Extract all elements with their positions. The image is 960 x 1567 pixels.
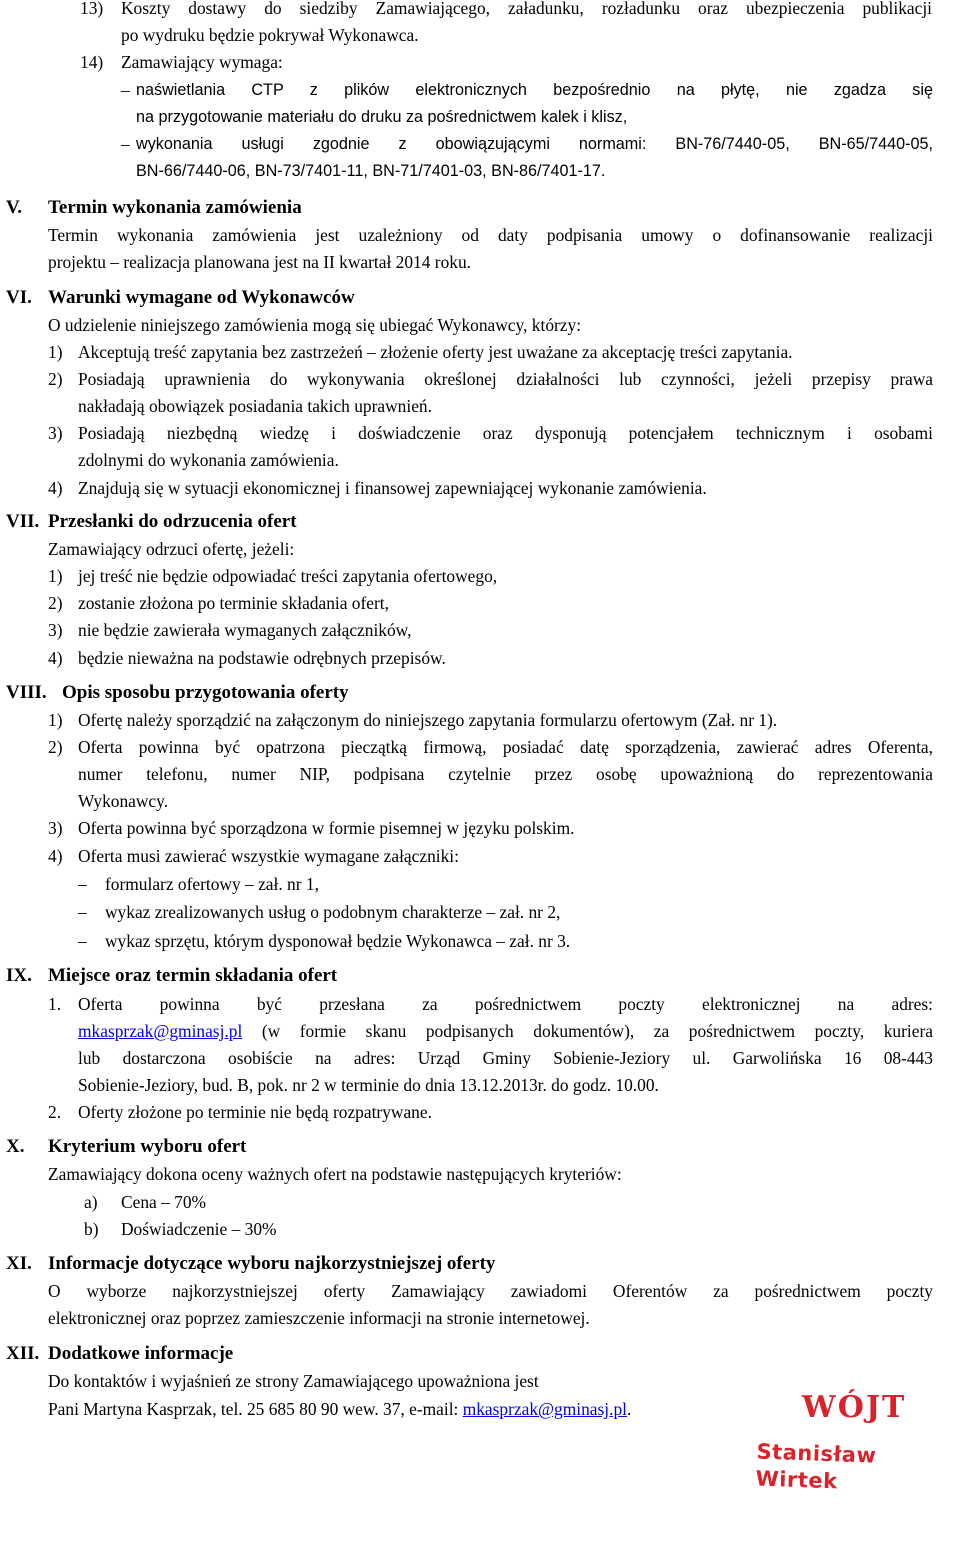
requirement-ctp-line-2: na przygotowanie materiału do druku za pośrednictwem kalek i klisz, bbox=[136, 108, 628, 126]
contact-text: Pani Martyna Kasprzak, tel. 25 685 80 90 wew. 37, e-mail: bbox=[48, 1399, 463, 1419]
section-ix-title: Miejsce oraz termin składania ofert bbox=[48, 965, 338, 986]
section-viii-number: VIII. bbox=[6, 682, 47, 703]
section-vi-title: Warunki wymagane od Wykonawców bbox=[48, 287, 355, 308]
list-number: 1) bbox=[48, 342, 63, 362]
section-vi-item-2-line-1: Posiadają uprawnienia do wykonywania określonej działalności lub czynności, jeżeli przepisy prawa bbox=[78, 369, 933, 389]
list-number: 1) bbox=[48, 566, 63, 586]
section-xii-line-1: Do kontaktów i wyjaśnień ze strony Zamawiającego upoważniona jest bbox=[48, 1371, 539, 1391]
section-vi-number: VI. bbox=[6, 287, 32, 308]
section-v-number: V. bbox=[6, 197, 23, 218]
section-vii-item-3: nie będzie zawierała wymaganych załączników, bbox=[78, 620, 412, 640]
list-number: 2) bbox=[48, 369, 63, 389]
section-vi-item-2-line-2: nakładają obowiązek posiadania takich uprawnień. bbox=[78, 396, 432, 416]
section-ix-item-1-line-2 bbox=[78, 1018, 933, 1045]
list-number: 1) bbox=[48, 710, 63, 730]
section-viii-item-3: Oferta powinna być sporządzona w formie pisemnej w języku polskim. bbox=[78, 818, 575, 838]
section-vi-item-1: Akceptują treść zapytania bez zastrzeżeń – złożenie oferty jest uważane za akceptację treści zapytania. bbox=[78, 342, 793, 362]
requirement-ctp-line-1: naświetlania CTP z plików elektronicznych bezpośrednio na płytę, nie zgadza się bbox=[136, 81, 933, 99]
section-x-title: Kryterium wyboru ofert bbox=[48, 1136, 247, 1157]
section-vii-item-4: będzie nieważna na podstawie odrębnych przepisów. bbox=[78, 648, 446, 668]
list-number: 1. bbox=[48, 994, 62, 1014]
email-link[interactable]: mkasprzak@gminasj.pl bbox=[78, 1021, 243, 1041]
item-14-number: 14) bbox=[80, 52, 104, 72]
item-13-line-2: po wydruku będzie pokrywał Wykonawca. bbox=[121, 25, 419, 45]
contact-email-link[interactable]: mkasprzak@gminasj.pl bbox=[462, 1399, 627, 1419]
list-number: 2) bbox=[48, 593, 63, 613]
section-viii-item-4: Oferta musi zawierać wszystkie wymagane załączniki: bbox=[78, 846, 459, 866]
list-number: 4) bbox=[48, 648, 63, 668]
section-viii-item-2-line-2: numer telefonu, numer NIP, podpisana czytelnie przez osobę upoważnioną do reprezentowania bbox=[78, 764, 933, 784]
item-13-number: 13) bbox=[80, 0, 104, 18]
criterion-experience: Doświadczenie – 30% bbox=[121, 1219, 277, 1239]
section-vii-intro: Zamawiający odrzuci ofertę, jeżeli: bbox=[48, 539, 295, 559]
section-xii-title: Dodatkowe informacje bbox=[48, 1343, 234, 1364]
stamp-title: WÓJT bbox=[802, 1390, 907, 1425]
criterion-price: Cena – 70% bbox=[121, 1192, 207, 1212]
section-ix-item-1-line-4: Sobienie-Jeziory, bud. B, pok. nr 2 w terminie do dnia 13.12.2013r. do godz. 10.00. bbox=[78, 1075, 659, 1095]
contact-suffix: . bbox=[627, 1399, 632, 1419]
list-number: 2) bbox=[48, 737, 63, 757]
list-number: 3) bbox=[48, 423, 63, 443]
section-xii-line-2 bbox=[48, 1396, 631, 1423]
attachment-1: formularz ofertowy – zał. nr 1, bbox=[105, 874, 319, 894]
section-v-title: Termin wykonania zamówienia bbox=[48, 197, 302, 218]
section-ix-item-2: Oferty złożone po terminie nie będą rozpatrywane. bbox=[78, 1102, 432, 1122]
list-number: 3) bbox=[48, 620, 63, 640]
section-x-intro: Zamawiający dokona oceny ważnych ofert na podstawie następujących kryteriów: bbox=[48, 1164, 622, 1184]
section-vii-title: Przesłanki do odrzucenia ofert bbox=[48, 511, 297, 532]
section-ix-item-1-line-2-text: (w formie skanu podpisanych dokumentów), za pośrednictwem poczty, kuriera bbox=[261, 1021, 933, 1041]
section-vi-intro: O udzielenie niniejszego zamówienia mogą się ubiegać Wykonawcy, którzy: bbox=[48, 315, 582, 335]
signature: Stanisław Wirtek bbox=[755, 1439, 877, 1494]
section-xi-title: Informacje dotyczące wyboru najkorzystniejszej oferty bbox=[48, 1253, 496, 1274]
list-number: 3) bbox=[48, 818, 63, 838]
list-number: 2. bbox=[48, 1102, 62, 1122]
section-xii-number: XII. bbox=[6, 1343, 40, 1364]
list-number: 4) bbox=[48, 846, 63, 866]
item-14-text: Zamawiający wymaga: bbox=[121, 52, 283, 72]
section-ix-item-1-line-3: lub dostarczona osobiście na adres: Urząd Gminy Sobienie-Jeziory ul. Garwolińska 16 08-443 bbox=[78, 1048, 933, 1068]
section-x-number: X. bbox=[6, 1136, 25, 1157]
requirement-norms-line-1: wykonania usługi zgodnie z obowiązującymi normami: BN-76/7440-05, BN-65/7440-05, bbox=[136, 135, 933, 153]
mayor-stamp bbox=[752, 1392, 957, 1492]
item-13-line-1: Koszty dostawy do siedziby Zamawiającego, załadunku, rozładunku oraz ubezpieczenia publikacji bbox=[121, 0, 932, 18]
section-viii-item-2-line-3: Wykonawcy. bbox=[78, 791, 169, 811]
list-letter: a) bbox=[84, 1192, 98, 1212]
section-v-line-2: projektu – realizacja planowana jest na II kwartał 2014 roku. bbox=[48, 252, 472, 272]
dash-bullet: – bbox=[78, 931, 87, 951]
attachment-2: wykaz zrealizowanych usług o podobnym charakterze – zał. nr 2, bbox=[105, 902, 561, 922]
section-vi-item-3-line-1: Posiadają niezbędną wiedzę i doświadczenie oraz dysponują potencjałem technicznym i osobami bbox=[78, 423, 933, 443]
dash-bullet: – bbox=[78, 902, 87, 922]
section-viii-item-1: Ofertę należy sporządzić na załączonym do niniejszego zapytania formularzu ofertowym (Zał. nr 1). bbox=[78, 710, 778, 730]
section-vi-item-3-line-2: zdolnymi do wykonania zamówienia. bbox=[78, 450, 339, 470]
section-ix-item-1-line-1: Oferta powinna być przesłana za pośrednictwem poczty elektronicznej na adres: bbox=[78, 994, 933, 1014]
section-viii-title: Opis sposobu przygotowania oferty bbox=[62, 682, 349, 703]
section-xi-line-2: elektronicznej oraz poprzez zamieszczenie informacji na stronie internetowej. bbox=[48, 1308, 590, 1328]
section-ix-number: IX. bbox=[6, 965, 32, 986]
section-v-line-1: Termin wykonania zamówienia jest uzależniony od daty podpisania umowy o dofinansowanie realizacji bbox=[48, 225, 933, 245]
section-xi-line-1: O wyborze najkorzystniejszej oferty Zamawiający zawiadomi Oferentów za pośrednictwem poczty bbox=[48, 1281, 933, 1301]
section-vii-number: VII. bbox=[6, 511, 40, 532]
dash-bullet: – bbox=[121, 134, 130, 154]
list-number: 4) bbox=[48, 478, 63, 498]
section-vii-item-2: zostanie złożona po terminie składania ofert, bbox=[78, 593, 389, 613]
section-vi-item-4: Znajdują się w sytuacji ekonomicznej i finansowej zapewniającej wykonanie zamówienia. bbox=[78, 478, 707, 498]
dash-bullet: – bbox=[121, 80, 130, 100]
dash-bullet: – bbox=[78, 874, 87, 894]
list-letter: b) bbox=[84, 1219, 99, 1239]
attachment-3: wykaz sprzętu, którym dysponował będzie Wykonawca – zał. nr 3. bbox=[105, 931, 571, 951]
section-xi-number: XI. bbox=[6, 1253, 32, 1274]
section-vii-item-1: jej treść nie będzie odpowiadać treści zapytania ofertowego, bbox=[78, 566, 498, 586]
requirement-norms-line-2: BN-66/7440-06, BN-73/7401-11, BN-71/7401-03, BN-86/7401-17. bbox=[136, 162, 606, 180]
section-viii-item-2-line-1: Oferta powinna być opatrzona pieczątką firmową, posiadać datę sporządzenia, zawierać adres Oferenta, bbox=[78, 737, 933, 757]
